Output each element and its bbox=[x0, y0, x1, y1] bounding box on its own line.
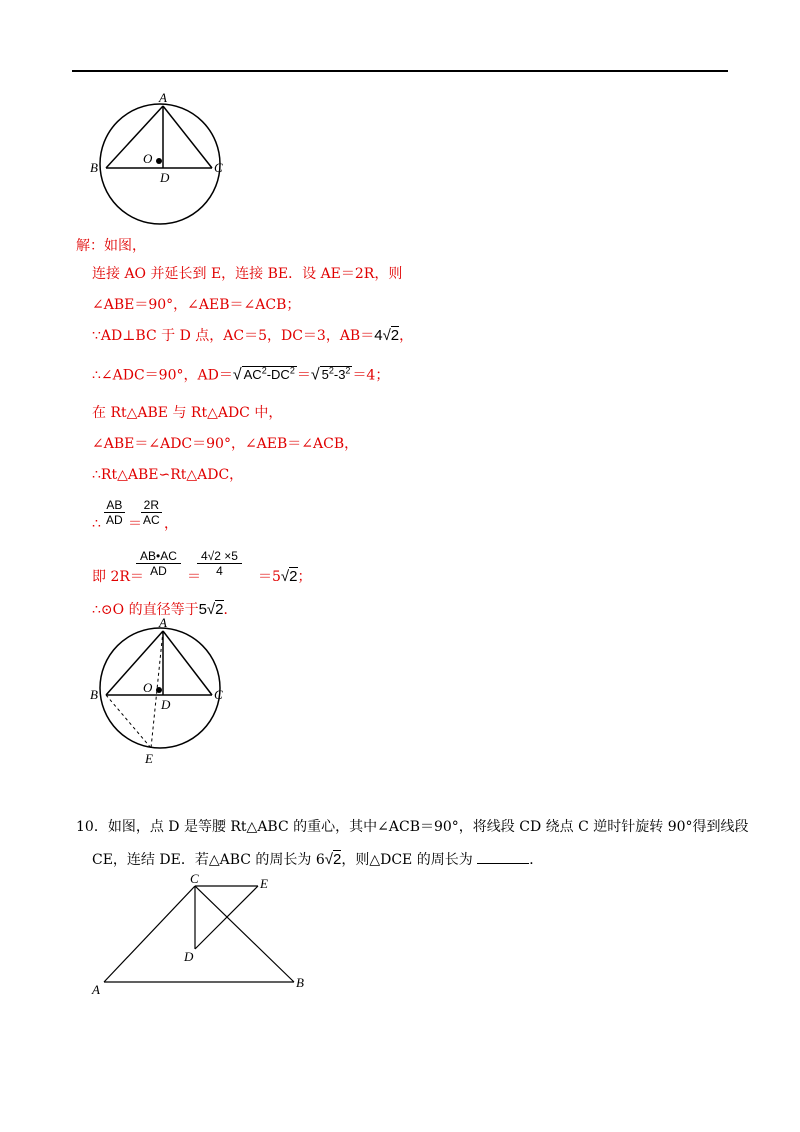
center-point-o bbox=[156, 687, 162, 693]
fraction-abac-ad bbox=[136, 549, 181, 578]
radicand-2d: 2 bbox=[333, 851, 342, 868]
semicolon: ； bbox=[297, 569, 312, 585]
conclusion-text: ∴⊙O 的直径等于 bbox=[92, 602, 199, 618]
equals-1: ＝ bbox=[296, 367, 311, 384]
num-5: 5 bbox=[321, 367, 329, 383]
coef-4: 4 bbox=[374, 327, 383, 344]
segment-be bbox=[106, 695, 151, 748]
label-c: C bbox=[190, 871, 199, 886]
radical-sign-2: √ bbox=[310, 366, 320, 384]
sup-2d: 2 bbox=[345, 366, 351, 376]
segment-ac bbox=[104, 886, 195, 982]
radical-sign: √ bbox=[382, 327, 391, 344]
label-b: B bbox=[90, 160, 98, 175]
solution-line-7: ∠ABE＝∠ADC＝90°，∠AEB＝∠ACB， bbox=[92, 436, 359, 452]
fraction-numerator: AB•AC bbox=[136, 549, 181, 564]
radicand-ad bbox=[242, 366, 297, 382]
label-d: D bbox=[161, 697, 171, 712]
radicand-2: 2 bbox=[390, 327, 400, 344]
label-a: A bbox=[159, 90, 167, 105]
minus-3: -3 bbox=[333, 367, 346, 383]
fraction-denominator: AD bbox=[150, 564, 167, 578]
fraction-numerator: 2R bbox=[141, 498, 162, 513]
solution-line-10-result bbox=[258, 568, 312, 586]
segment-ac bbox=[163, 631, 212, 695]
label-d: D bbox=[160, 170, 170, 185]
label-o: O bbox=[143, 680, 153, 695]
sup-2a: 2 bbox=[261, 366, 267, 376]
question-10-line-1: 10．如图，点 D 是等腰 Rt△ABC 的重心，其中∠ACB＝90°，将线段 CD 绕点 C 逆时针旋转 90°得到线段 bbox=[76, 819, 749, 835]
solution-line-8: ∴Rt△ABE∽Rt△ADC， bbox=[92, 467, 244, 483]
label-e: E bbox=[145, 751, 153, 766]
label-c: C bbox=[214, 160, 223, 175]
dc-text: -DC bbox=[266, 367, 290, 383]
circle-o bbox=[100, 104, 220, 224]
label-a: A bbox=[159, 615, 167, 630]
segment-ab bbox=[106, 631, 163, 695]
label-a: A bbox=[92, 982, 100, 997]
q10-period: ． bbox=[529, 852, 544, 868]
fraction-numerator: 4√2 ×5 bbox=[197, 549, 242, 564]
line-4-end: ， bbox=[399, 328, 414, 344]
fraction-2r-ac bbox=[141, 498, 162, 527]
label-b: B bbox=[296, 975, 304, 990]
q10-text-2: ，则△DCE 的周长为 bbox=[341, 852, 473, 868]
question-10-line-2 bbox=[92, 851, 543, 869]
sup-2c: 2 bbox=[328, 366, 334, 376]
solution-line-1: 解：如图， bbox=[76, 238, 146, 254]
label-e: E bbox=[260, 876, 268, 891]
fraction-denominator: 4 bbox=[216, 564, 223, 578]
equals-sign-2: ＝ bbox=[187, 569, 201, 585]
radical-sign-1: √ bbox=[232, 366, 242, 384]
radical-sign-5: √ bbox=[324, 851, 334, 868]
therefore-sign: ∴ bbox=[92, 516, 101, 532]
ac-text: AC bbox=[243, 367, 262, 383]
line-4-text: ∵AD⊥BC 于 D 点，AC＝5，DC＝3，AB＝ bbox=[92, 328, 375, 344]
radicand-2c: 2 bbox=[215, 601, 224, 618]
solution-line-10: 即 2R＝ bbox=[92, 569, 144, 585]
radical-sign-3: √ bbox=[280, 568, 290, 585]
solution-line-3: ∠ABE＝90°，∠AEB＝∠ACB； bbox=[92, 297, 301, 313]
radicand-2b: 2 bbox=[289, 568, 298, 585]
comma-sign: ， bbox=[164, 516, 178, 532]
solution-line-4 bbox=[92, 327, 413, 345]
equals-sign: ＝ bbox=[128, 516, 142, 532]
result-4: ＝4； bbox=[352, 367, 390, 384]
radicand-values bbox=[320, 366, 353, 382]
solution-line-6: 在 Rt△ABE 与 Rt△ADC 中， bbox=[92, 405, 283, 421]
fraction-denominator: AD bbox=[106, 513, 123, 527]
solution-line-5 bbox=[92, 362, 389, 384]
circle-figure-2 bbox=[88, 616, 238, 772]
label-c: C bbox=[214, 687, 223, 702]
label-b: B bbox=[90, 687, 98, 702]
radical-sign-4: √ bbox=[206, 601, 216, 618]
answer-blank[interactable] bbox=[477, 851, 529, 864]
center-point-o bbox=[156, 158, 162, 164]
sup-2b: 2 bbox=[289, 366, 295, 376]
segment-ab bbox=[106, 106, 163, 168]
header-rule bbox=[72, 70, 728, 72]
label-d: D bbox=[184, 949, 194, 964]
fraction-numerator: AB bbox=[104, 498, 125, 513]
q10-text: CE，连结 DE．若△ABC 的周长为 6 bbox=[92, 852, 325, 868]
equals-5: ＝5 bbox=[258, 569, 281, 585]
fraction-product bbox=[197, 549, 242, 578]
triangle-figure bbox=[88, 872, 328, 1002]
circle-figure-1 bbox=[88, 92, 238, 232]
segment-ac bbox=[163, 106, 212, 168]
solution-line-9 bbox=[92, 515, 101, 533]
fraction-denominator: AC bbox=[143, 513, 160, 527]
fraction-ab-ad bbox=[104, 498, 125, 527]
coef-5: 5 bbox=[198, 601, 207, 618]
solution-line-2: 连接 AO 并延长到 E，连接 BE．设 AE＝2R，则 bbox=[92, 266, 403, 282]
period: ． bbox=[223, 602, 238, 618]
line-5-text: ∴∠ADC＝90°，AD＝ bbox=[92, 367, 233, 384]
label-o: O bbox=[143, 151, 153, 166]
